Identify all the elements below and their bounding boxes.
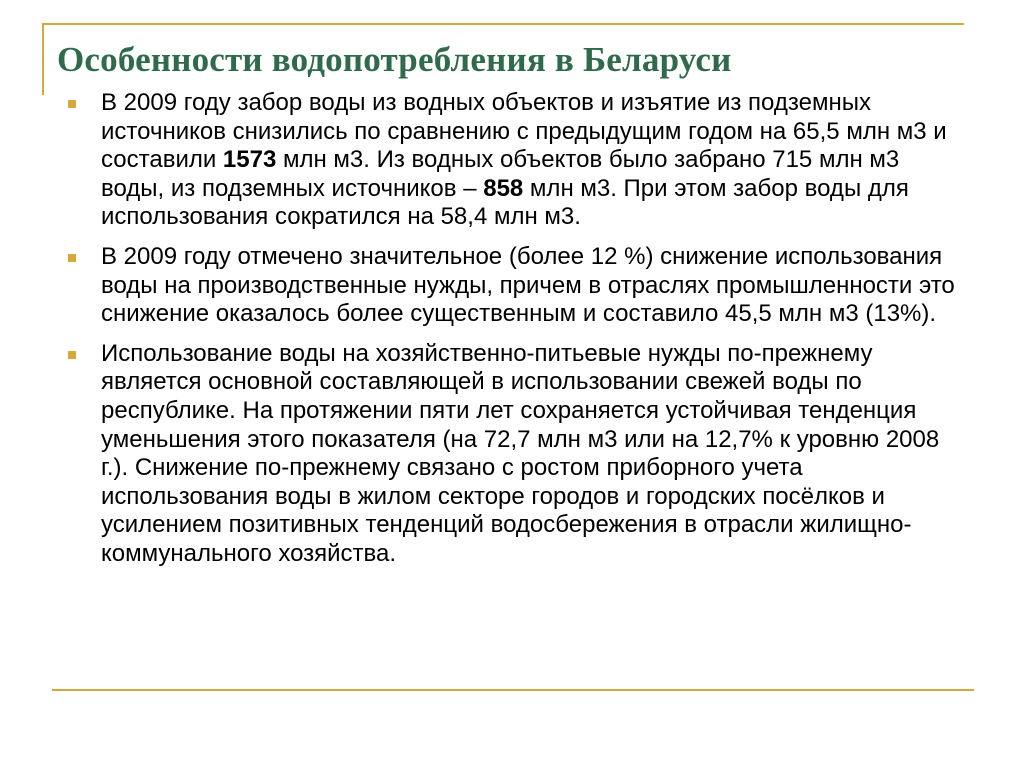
- square-bullet-icon: [68, 351, 76, 359]
- bullet-item-1: [64, 89, 964, 232]
- square-bullet-icon: [68, 254, 76, 262]
- bullet-text-3: Использование воды на хозяйственно-питьевые нужды по-прежнему является основной составляющей в использовании свежей воды по республике. На протяжении пяти лет сохраняется устойчивая тенденция уменьшения этого показателя (на 72,7 млн м3 или на 12,7% к уровню 2008 г.). Снижение по-прежнему связано с ростом приборного учета использования воды в жилом секторе городов и городских посёлков и усилением позитивных тенденций водосбережения в отрасли жилищно-коммунального хозяйства.: [101, 339, 940, 567]
- slide-title: Особенности водопотребления в Беларуси: [57, 40, 732, 79]
- bottom-rule: [52, 689, 974, 691]
- bullet-item-2: [64, 243, 964, 329]
- bullet-text-segment: млн м3. Из водных объектов было забрано 715 млн м3 воды, из подземных источников –: [101, 146, 900, 202]
- square-bullet-icon: [68, 100, 76, 108]
- bullet-text-1: [101, 89, 947, 230]
- left-rule: [42, 23, 44, 95]
- bold-value-1573: 1573: [222, 146, 277, 174]
- bullet-item-3: [64, 340, 964, 569]
- bold-value-858: 858: [483, 174, 524, 202]
- bullet-text-segment: В 2009 году забор воды из водных объектов и изъятие из подземных источников снизились по сравнению с предыдущим годом на 65,5 млн м3 и составили: [101, 89, 947, 174]
- top-rule: [42, 23, 964, 25]
- bullet-text-2: В 2009 году отмечено значительное (более 12 %) снижение использования воды на производственные нужды, причем в отраслях промышленности это снижение оказалось более существенным и составило 45,5 млн м3 (13%).: [101, 242, 955, 328]
- bullet-list: [64, 89, 964, 580]
- bullet-text-segment: млн м3. При этом забор воды для использования сократился на 58,4 млн м3.: [101, 174, 909, 231]
